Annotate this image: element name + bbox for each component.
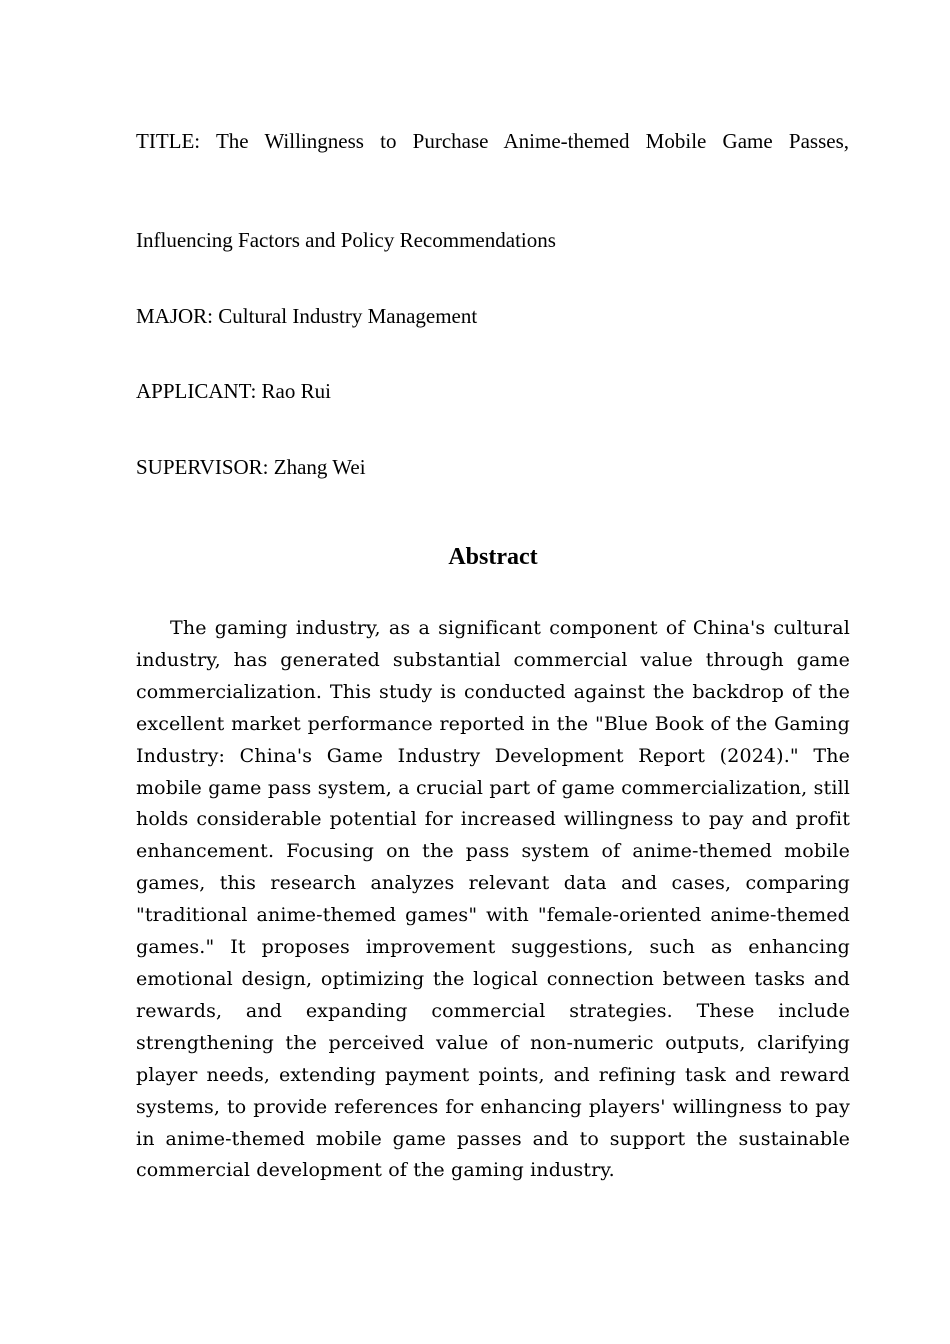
major-field: MAJOR: Cultural Industry Management — [136, 304, 478, 328]
title-line-1: TITLE: The Willingness to Purchase Anime-themed Mobile Game Passes, — [136, 129, 849, 153]
supervisor-field: SUPERVISOR: Zhang Wei — [136, 455, 366, 479]
applicant-field: APPLICANT: Rao Rui — [136, 379, 331, 403]
abstract-heading: Abstract — [448, 544, 538, 570]
title-line-2: Influencing Factors and Policy Recommendations — [136, 228, 556, 252]
abstract-body: The gaming industry, as a significant component of China's cultural industry, has generated substantial commercial value through game commercialization. This study is conducted against the backdrop of the excellent market performance reported in the "Blue Book of the Gaming Industry: China's Game Industry Development Report (2024)." The mobile game pass system, a crucial part of game commercialization, still holds considerable potential for increased willingness to pay and profit enhancement. Focusing on the pass system of anime-themed mobile games, this research analyzes relevant data and cases, comparing "traditional anime-themed games" with "female-oriented anime-themed games." It proposes improvement suggestions, such as enhancing emotional design, optimizing the logical connection between tasks and rewards, and expanding commercial strategies. These include strengthening the perceived value of non-numeric outputs, clarifying player needs, extending payment points, and refining task and reward systems, to provide references for enhancing players' willingness to pay in anime-themed mobile game passes and to support the sustainable commercial development of the gaming industry. — [136, 617, 850, 1182]
